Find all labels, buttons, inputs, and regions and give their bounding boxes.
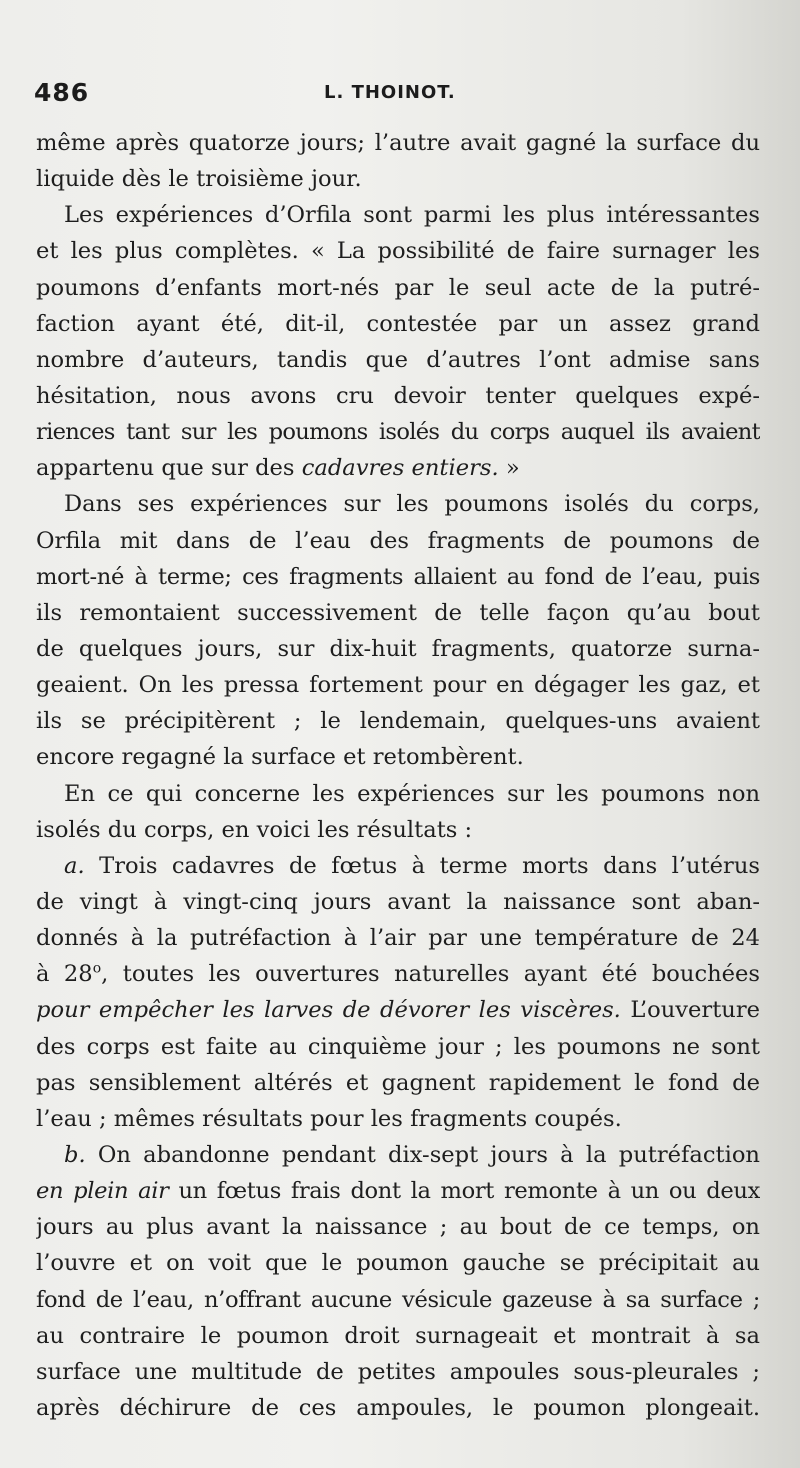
text-line [36, 161, 760, 197]
italic-text: b. [64, 1141, 86, 1168]
text-line [36, 812, 760, 848]
text-span: surface une multitude de petites ampoules sous-pleurales ; [36, 1358, 760, 1385]
text-span: Orfila mit dans de l’eau des fragments de poumons de [36, 527, 760, 554]
text-line [36, 414, 760, 450]
text-span: mort-né à terme; ces fragments allaient au fond de l’eau, puis [36, 563, 760, 590]
page-header [34, 78, 764, 114]
text-span: faction ayant été, dit-il, contestée par un assez grand [36, 310, 760, 337]
text-line [36, 667, 760, 703]
text-span: » [498, 455, 520, 482]
text-line [36, 270, 760, 306]
text-span: l’eau ; mêmes résultats pour les fragments coupés. [36, 1105, 622, 1132]
text-span: ils se précipitèrent ; le lendemain, quelques-uns avaient [36, 708, 760, 735]
text-span: L’ouverture [620, 997, 760, 1024]
text-span: après déchirure de ces ampoules, le poumon plongeait. [36, 1394, 760, 1421]
superscript: o [92, 960, 102, 977]
text-span: , toutes les ouvertures naturelles ayant été bouchées [101, 961, 760, 988]
text-line [36, 1318, 760, 1354]
italic-text: a. [64, 852, 85, 879]
text-line [36, 1390, 760, 1426]
italic-text: en plein air [36, 1178, 169, 1205]
text-line [36, 233, 760, 269]
text-span: encore regagné la surface et retombèrent. [36, 744, 524, 771]
text-span: donnés à la putréfaction à l’air par une température de 24 [36, 925, 760, 952]
text-span: Trois cadavres de fœtus à terme morts dans l’utérus [84, 852, 760, 879]
text-line [36, 306, 760, 342]
text-line [36, 884, 760, 920]
italic-text: cadavres entiers. [301, 455, 499, 482]
text-line [36, 920, 760, 956]
text-line [36, 1354, 760, 1390]
text-line [36, 848, 760, 884]
text-line [36, 342, 760, 378]
text-line [36, 703, 760, 739]
text-line [36, 631, 760, 667]
text-span: isolés du corps, en voici les résultats : [36, 816, 473, 843]
text-span: appartenu que sur des [36, 455, 302, 482]
text-span: au contraire le poumon droit surnageait et montrait à sa [36, 1322, 760, 1349]
body-text [36, 125, 760, 1426]
text-span: même après quatorze jours; l’autre avait gagné la surface du [36, 130, 760, 156]
text-span: de quelques jours, sur dix-huit fragments, quatorze surna- [36, 635, 760, 662]
text-span: pas sensiblement altérés et gagnent rapidement le fond de [36, 1069, 760, 1096]
text-line [36, 1101, 760, 1137]
text-span: et les plus complètes. « La possibilité de faire surnager les [36, 238, 760, 265]
text-line [36, 1282, 760, 1318]
text-span: des corps est faite au cinquième jour ; les poumons ne sont [36, 1033, 760, 1060]
text-line [36, 1245, 760, 1281]
text-span: liquide dès le troisième jour. [36, 166, 362, 193]
text-line [36, 1173, 760, 1209]
text-line [36, 450, 760, 486]
text-line [36, 1209, 760, 1245]
text-span: En ce qui concerne les expériences sur les poumons non [64, 780, 760, 807]
text-line [36, 956, 760, 992]
text-span: hésitation, nous avons cru devoir tenter quelques expé- [36, 382, 760, 409]
text-line [36, 197, 760, 233]
text-span: On abandonne pendant dix-sept jours à la putréfaction [85, 1141, 760, 1168]
text-line [36, 1137, 760, 1173]
italic-text: pour empêcher les larves de dévorer les viscères. [36, 997, 621, 1024]
page-number: 486 [34, 78, 90, 107]
text-span: ils remontaient successivement de telle façon qu’au bout [36, 599, 760, 626]
text-span: geaient. On les pressa fortement pour en dégager les gaz, et [36, 672, 760, 699]
text-span: poumons d’enfants mort-nés par le seul acte de la putré- [36, 274, 760, 301]
text-line [36, 486, 760, 522]
text-line [36, 595, 760, 631]
text-line [36, 378, 760, 414]
text-span: riences tant sur les poumons isolés du corps auquel ils avaient [36, 419, 760, 446]
text-span: de vingt à vingt-cinq jours avant la naissance sont aban- [36, 888, 760, 915]
text-span: un fœtus frais dont la mort remonte à un ou deux [168, 1178, 760, 1205]
text-line [36, 1065, 760, 1101]
text-span: à 28 [36, 961, 93, 988]
text-line [36, 739, 760, 775]
running-head: L. THOINOT. [324, 82, 456, 103]
text-span: fond de l’eau, n’offrant aucune vésicule gazeuse à sa surface ; [36, 1286, 760, 1313]
text-line [36, 776, 760, 812]
text-line [36, 559, 760, 595]
text-span: Les expériences d’Orfila sont parmi les plus intéressantes [64, 202, 760, 229]
text-span: l’ouvre et on voit que le poumon gauche se précipitait au [36, 1250, 760, 1277]
text-span: Dans ses expériences sur les poumons isolés du corps, [64, 491, 760, 518]
text-line [36, 992, 760, 1028]
text-span: nombre d’auteurs, tandis que d’autres l’ont admise sans [36, 346, 760, 373]
text-line [36, 523, 760, 559]
text-line [36, 125, 760, 161]
text-line [36, 1029, 760, 1065]
text-span: jours au plus avant la naissance ; au bout de ce temps, on [36, 1214, 760, 1241]
